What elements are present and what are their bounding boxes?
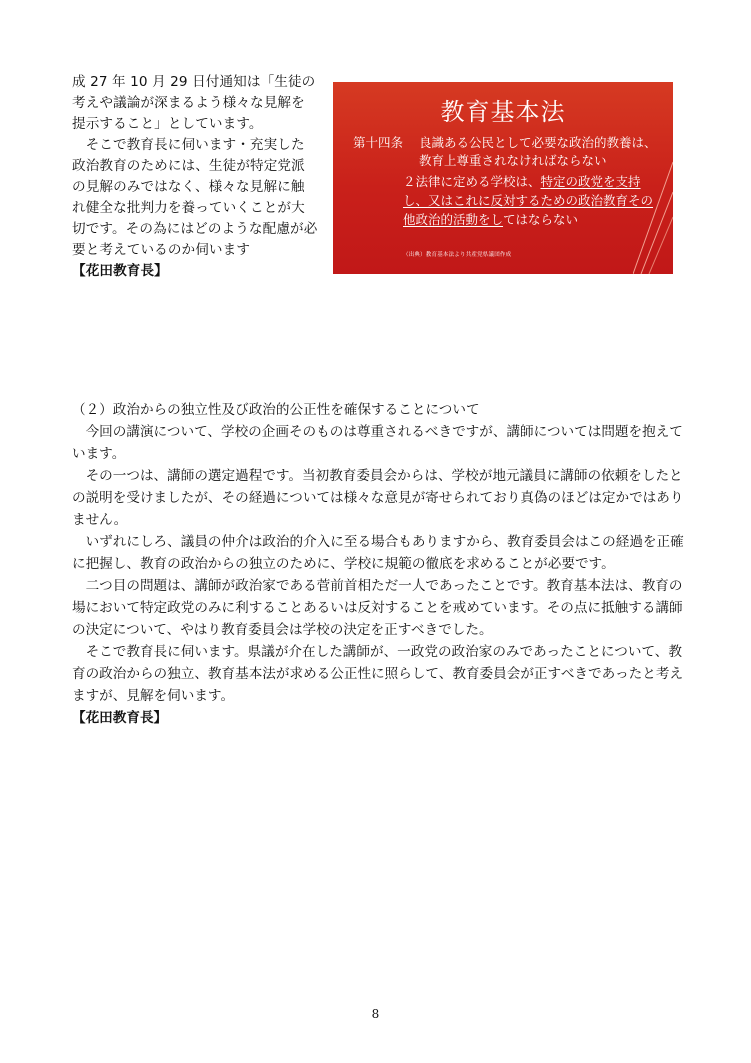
page-number: 8 bbox=[371, 1007, 380, 1021]
slide-title: 教育基本法 bbox=[440, 98, 566, 126]
section-paragraph-4: 二つ目の問題は、講師が政治家である菅前首相ただ一人であったことです。教育基本法は、教育の場において特定政党のみに利することあるいは反対することを戒めています。その点に抵触する講師の決定について、やはり教育委員会は学校の決定を正すべきでした。 bbox=[72, 578, 683, 638]
section-heading: （２）政治からの独立性及び政治的公正性を確保することについて bbox=[72, 402, 480, 418]
slide-article-number: 第十四条 bbox=[353, 135, 404, 150]
slide-paragraph-2-tail: てはならない bbox=[503, 212, 579, 227]
slide-source-note: （出典）教育基本法より共産党県議団作成 bbox=[403, 252, 512, 258]
speaker-label: 【花田教育長】 bbox=[72, 263, 168, 279]
slide-article-text: 良識ある公民として必要な政治的教養は、教育上尊重されなければならない bbox=[419, 135, 657, 168]
section-paragraph-2: その一つは、講師の選定過程です。当初教育委員会からは、学校が地元議員に講師の依頼をしたとの説明を受けましたが、その経過については様々な意見が寄せられており真偽のほどは定かではありません。 bbox=[72, 468, 684, 528]
paragraph-question: そこで教育長に伺います・充実した政治教育のためには、生徒が特定党派の見解のみではなく、様々な見解に触れ健全な批判力を養っていくことが大切です。その為にはどのような配慮が必要と考えているのか伺います bbox=[72, 137, 318, 258]
section-paragraph-5: そこで教育長に伺います。県議が介在した講師が、一政党の政治家のみであったことについて、教育の政治からの独立、教育基本法が求める公正性に照らして、教育委員会が正すべきであったと考えますが、見解を伺います。 bbox=[72, 644, 684, 704]
top-left-text-column bbox=[72, 72, 318, 282]
slide-paragraph-2-underlined: 特定の政党を支持し、又はこれに反対するための政治教育その他政治的活動をし bbox=[403, 174, 654, 227]
slide-paragraph-2 bbox=[403, 172, 659, 229]
section-paragraph-1: 今回の講演について、学校の企画そのものは尊重されるべきですが、講師については問題を抱えています。 bbox=[72, 424, 683, 462]
slide-image bbox=[333, 82, 673, 274]
paragraph-notice: 成 27 年 10 月 29 日付通知は「生徒の考えや議論が深まるよう様々な見解を提示すること」としています。 bbox=[72, 74, 316, 132]
section-paragraph-3: いずれにしろ、議員の仲介は政治的介入に至る場合もありますから、教育委員会はこの経過を正確に把握し、教育の政治からの独立のために、学校に規範の徹底を求めることが必要です。 bbox=[72, 534, 684, 572]
section-speaker-label: 【花田教育長】 bbox=[72, 710, 168, 726]
slide-paragraph-2-lead: ２法律に定める学校は、 bbox=[403, 174, 541, 189]
section-2 bbox=[72, 399, 684, 729]
